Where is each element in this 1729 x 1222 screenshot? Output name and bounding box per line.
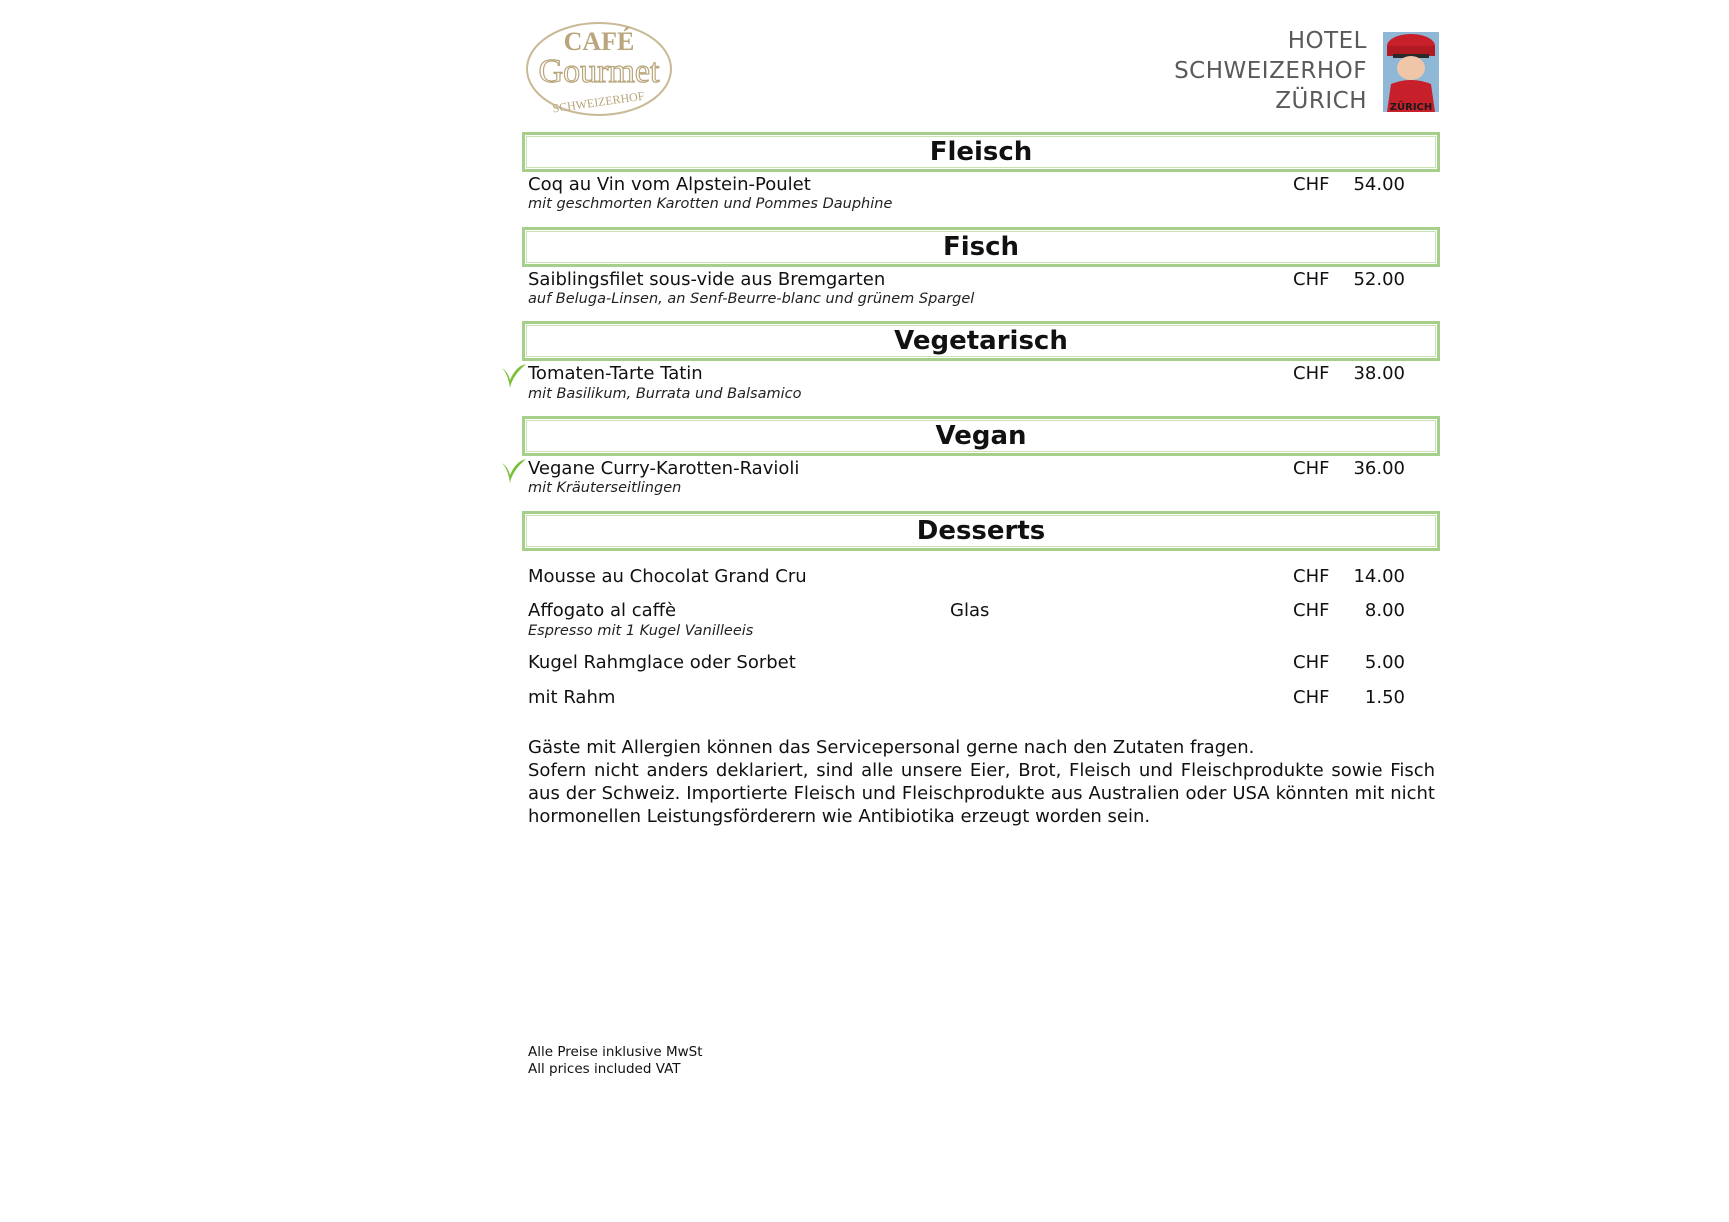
menu-item-currency: CHF [1293,269,1330,290]
allergy-notice [528,736,1435,828]
menu-item-currency: CHF [1293,687,1330,708]
menu-item-price: 38.00 [1353,363,1405,384]
vegetarian-leaf-icon [498,360,528,390]
origin-notice: Sofern nicht anders deklariert, sind alle unsere Eier, Brot, Fleisch und Fleischprodukte sowie Fisch aus der Schweiz. Importierte Fleisch und Fleischprodukte aus Australien oder USA könnten mit nicht hormonellen Leistungsförderern wie Antibiotika erzeugt worden sein. [528,760,1435,827]
menu-item-name: Saiblingsfilet sous-vide aus Bremgarten [528,269,886,290]
menu-item-currency: CHF [1293,600,1330,621]
footer-vat-en: All prices included VAT [528,1061,681,1077]
menu-item-price: 52.00 [1353,269,1405,290]
menu-item-unit: Glas [950,600,990,621]
menu-item-price: 1.50 [1364,687,1405,708]
menu-item-currency: CHF [1293,652,1330,673]
footer-vat-de: Alle Preise inklusive MwSt [528,1044,703,1060]
menu-item-description: mit Kräuterseitlingen [528,480,682,496]
logo-schweizerhof-text: SCHWEIZERHOF [551,88,646,116]
hotel-name-line1: HOTEL [1287,28,1367,54]
hotel-name-line3: ZÜRICH [1275,88,1367,114]
menu-item-description: Espresso mit 1 Kugel Vanilleeis [528,623,754,639]
section-header [522,321,1440,361]
menu-item-name: Coq au Vin vom Alpstein-Poulet [528,174,811,195]
menu-item-price: 14.00 [1353,566,1405,587]
menu-item-name: Vegane Curry-Karotten-Ravioli [528,458,800,479]
menu-item-name: Mousse au Chocolat Grand Cru [528,566,807,587]
allergy-notice-line1: Gäste mit Allergien können das Servicepersonal gerne nach den Zutaten fragen. [528,737,1255,758]
menu-item-price: 5.00 [1364,652,1405,673]
hotel-name-line2: SCHWEIZERHOF [1174,58,1367,84]
menu-item-currency: CHF [1293,566,1330,587]
bellboy-poster-icon [1383,32,1439,112]
section-header [522,416,1440,456]
section-title: Fleisch [929,137,1033,167]
menu-item-name: Kugel Rahmglace oder Sorbet [528,652,796,673]
menu-item-description: mit geschmorten Karotten und Pommes Dauphine [528,196,893,212]
section-header [522,227,1440,267]
cafe-gourmet-logo [524,20,674,118]
menu-item-currency: CHF [1293,174,1330,195]
section-header [522,132,1440,172]
menu-item-currency: CHF [1293,363,1330,384]
section-title: Vegan [935,421,1027,451]
vegan-leaf-icon [498,455,528,485]
menu-item-name: Affogato al caffè [528,600,677,621]
section-title: Fisch [942,232,1020,262]
logo-cafe-text: CAFÉ [563,27,635,56]
menu-item-price: 8.00 [1364,600,1405,621]
menu-item-price: 36.00 [1353,458,1405,479]
section-title: Vegetarisch [894,326,1068,356]
menu-item-price: 54.00 [1353,174,1405,195]
logo-gourmet-text: Gourmet [538,53,660,90]
menu-item-description: mit Basilikum, Burrata und Balsamico [528,386,802,402]
menu-item-name: mit Rahm [528,687,616,708]
menu-item-description: auf Beluga-Linsen, an Senf-Beurre-blanc und grünem Spargel [528,291,975,307]
menu-item-name: Tomaten-Tarte Tatin [528,363,703,384]
emblem-zurich-text: ZÜRICH [1389,102,1433,112]
section-title: Desserts [916,516,1046,546]
section-header [522,511,1440,551]
menu-item-currency: CHF [1293,458,1330,479]
